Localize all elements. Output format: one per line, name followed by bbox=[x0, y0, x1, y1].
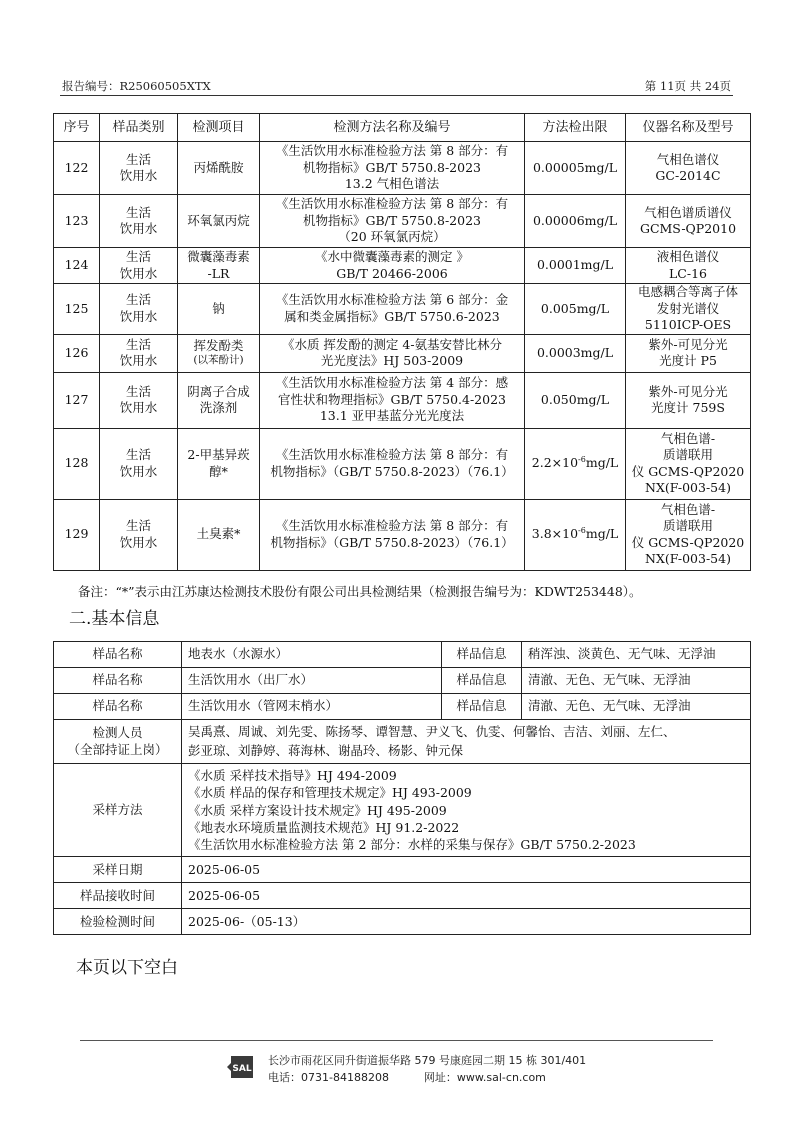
header-category: 样品类别 bbox=[100, 114, 178, 142]
limit-base: 2.2×10 bbox=[531, 455, 579, 471]
row-number: 128 bbox=[54, 428, 100, 499]
detection-limit: 0.00005mg/L bbox=[525, 142, 626, 195]
test-time-row bbox=[54, 909, 751, 935]
sample-row bbox=[54, 694, 751, 720]
test-row bbox=[54, 428, 751, 499]
sal-logo-icon bbox=[227, 1053, 257, 1081]
test-item: 阴离子合成 洗涤剂 bbox=[178, 372, 260, 428]
limit-exponent: -6 bbox=[578, 455, 586, 465]
sampling-method-item: 《生活饮用水标准检验方法 第 2 部分：水样的采集与保存》GB/T 5750.2-2023 bbox=[188, 837, 636, 852]
sample-category: 生活 饮用水 bbox=[100, 428, 178, 499]
test-time-label: 检验检测时间 bbox=[54, 909, 182, 935]
test-time-value: 2025-06-（05-13） bbox=[182, 909, 751, 935]
test-method: 《生活饮用水标准检验方法 第 8 部分：有 机物指标》（GB/T 5750.8-2023）（76.1） bbox=[260, 428, 525, 499]
row-number: 126 bbox=[54, 334, 100, 372]
sample-name-label: 样品名称 bbox=[54, 694, 182, 720]
test-method: 《生活饮用水标准检验方法 第 8 部分：有 机物指标》GB/T 5750.8-2023 （20 环氧氯丙烷） bbox=[260, 195, 525, 248]
detection-limit: 0.0001mg/L bbox=[525, 248, 626, 284]
sample-category: 生活 饮用水 bbox=[100, 334, 178, 372]
test-row bbox=[54, 142, 751, 195]
page-number: 第 11页 共 24页 bbox=[644, 79, 731, 93]
sample-info-label: 样品信息 bbox=[442, 694, 522, 720]
detection-limit: 0.050mg/L bbox=[525, 372, 626, 428]
sample-name-value: 地表水（水源水） bbox=[182, 642, 442, 668]
sample-category: 生活 饮用水 bbox=[100, 195, 178, 248]
sampling-method-list bbox=[182, 764, 751, 857]
blank-below-note: 本页以下空白 bbox=[76, 958, 178, 978]
instrument: 气相色谱- 质谱联用 仪 GCMS-QP2020 NX(F-003-54) bbox=[626, 428, 751, 499]
instrument: 气相色谱质谱仪 GCMS-QP2010 bbox=[626, 195, 751, 248]
test-method: 《水中微囊藻毒素的测定 》 GB/T 20466-2006 bbox=[260, 248, 525, 284]
detection-limit bbox=[525, 499, 626, 570]
detection-limit: 0.0003mg/L bbox=[525, 334, 626, 372]
footer-contact: 电话：0731-84188208 网址：www.sal-cn.com bbox=[268, 1071, 546, 1085]
test-item bbox=[178, 334, 260, 372]
detection-limit: 0.00006mg/L bbox=[525, 195, 626, 248]
sampling-method-item: 《水质 采样技术指导》HJ 494-2009 bbox=[188, 768, 397, 783]
remark-note: 备注：“*”表示由江苏康达检测技术股份有限公司出具检测结果（检测报告编号为：KDWT253448）。 bbox=[78, 584, 642, 599]
test-method: 《水质 挥发酚的测定 4-氨基安替比林分 光光度法》HJ 503-2009 bbox=[260, 334, 525, 372]
sampling-date-label: 采样日期 bbox=[54, 857, 182, 883]
sample-info-label: 样品信息 bbox=[442, 642, 522, 668]
instrument: 紫外-可见分光 光度计 759S bbox=[626, 372, 751, 428]
instrument: 液相色谱仪 LC-16 bbox=[626, 248, 751, 284]
test-item-note: (以苯酚计) bbox=[193, 354, 244, 367]
test-item: 环氧氯丙烷 bbox=[178, 195, 260, 248]
test-row bbox=[54, 284, 751, 335]
sample-category: 生活 饮用水 bbox=[100, 142, 178, 195]
test-item-name: 挥发酚类 bbox=[193, 337, 244, 353]
header-divider bbox=[60, 95, 733, 96]
page-footer bbox=[268, 1052, 586, 1086]
footer-divider bbox=[80, 1040, 713, 1041]
test-row bbox=[54, 372, 751, 428]
footer-address: 长沙市雨花区同升街道振华路 579 号康庭园二期 15 栋 301/401 bbox=[268, 1054, 587, 1067]
sample-name-value: 生活饮用水（管网末梢水） bbox=[182, 694, 442, 720]
page-header bbox=[62, 78, 731, 94]
row-number: 125 bbox=[54, 284, 100, 335]
sampling-date-value: 2025-06-05 bbox=[182, 857, 751, 883]
sample-name-label: 样品名称 bbox=[54, 642, 182, 668]
test-method: 《生活饮用水标准检验方法 第 8 部分：有 机物指标》（GB/T 5750.8-2023）（76.1） bbox=[260, 499, 525, 570]
sampling-method-item: 《水质 样品的保存和管理技术规定》HJ 493-2009 bbox=[188, 785, 472, 801]
test-method: 《生活饮用水标准检验方法 第 8 部分：有 机物指标》GB/T 5750.8-2023 13.2 气相色谱法 bbox=[260, 142, 525, 195]
instrument: 紫外-可见分光 光度计 P5 bbox=[626, 334, 751, 372]
detection-limit: 0.005mg/L bbox=[525, 284, 626, 335]
receipt-time-value: 2025-06-05 bbox=[182, 883, 751, 909]
row-number: 127 bbox=[54, 372, 100, 428]
test-row bbox=[54, 334, 751, 372]
test-method: 《生活饮用水标准检验方法 第 4 部分：感 官性状和物理指标》GB/T 5750.4-2023 13.1 亚甲基蓝分光光度法 bbox=[260, 372, 525, 428]
limit-exponent: -6 bbox=[578, 526, 586, 536]
sample-info-value: 清澈、无色、无气味、无浮油 bbox=[522, 668, 751, 694]
test-item: 2-甲基异莰 醇* bbox=[178, 428, 260, 499]
test-item: 钠 bbox=[178, 284, 260, 335]
sampling-method-row bbox=[54, 764, 751, 857]
sample-category: 生活 饮用水 bbox=[100, 248, 178, 284]
section-title: 二.基本信息 bbox=[69, 609, 160, 629]
sample-row bbox=[54, 668, 751, 694]
test-item: 丙烯酰胺 bbox=[178, 142, 260, 195]
row-number: 129 bbox=[54, 499, 100, 570]
test-item: 土臭素* bbox=[178, 499, 260, 570]
test-row bbox=[54, 248, 751, 284]
test-row bbox=[54, 195, 751, 248]
sample-info-value: 稍浑浊、淡黄色、无气味、无浮油 bbox=[522, 642, 751, 668]
header-item: 检测项目 bbox=[178, 114, 260, 142]
header-instrument: 仪器名称及型号 bbox=[626, 114, 751, 142]
sample-row bbox=[54, 642, 751, 668]
sampling-method-item: 《地表水环境质量监测技术规范》HJ 91.2-2022 bbox=[188, 819, 460, 835]
instrument: 电感耦合等离子体 发射光谱仪 5110ICP-OES bbox=[626, 284, 751, 335]
inspectors-row bbox=[54, 720, 751, 764]
sample-info-label: 样品信息 bbox=[442, 668, 522, 694]
limit-unit: mg/L bbox=[585, 455, 619, 471]
row-number: 124 bbox=[54, 248, 100, 284]
receipt-row bbox=[54, 883, 751, 909]
instrument: 气相色谱- 质谱联用 仪 GCMS-QP2020 NX(F-003-54) bbox=[626, 499, 751, 570]
sample-name-value: 生活饮用水（出厂水） bbox=[182, 668, 442, 694]
header-no: 序号 bbox=[54, 114, 100, 142]
sample-name-label: 样品名称 bbox=[54, 668, 182, 694]
header-limit: 方法检出限 bbox=[525, 114, 626, 142]
sampling-method-label: 采样方法 bbox=[54, 764, 182, 857]
test-row bbox=[54, 499, 751, 570]
sample-info-value: 清澈、无色、无气味、无浮油 bbox=[522, 694, 751, 720]
test-method-table bbox=[53, 113, 751, 571]
report-number: 报告编号：R25060505XTX bbox=[62, 79, 211, 93]
row-number: 123 bbox=[54, 195, 100, 248]
sampling-date-row bbox=[54, 857, 751, 883]
instrument: 气相色谱仪 GC-2014C bbox=[626, 142, 751, 195]
receipt-time-label: 样品接收时间 bbox=[54, 883, 182, 909]
header-method: 检测方法名称及编号 bbox=[260, 114, 525, 142]
detection-limit bbox=[525, 428, 626, 499]
test-item: 微囊藻毒素 -LR bbox=[178, 248, 260, 284]
limit-base: 3.8×10 bbox=[531, 526, 579, 542]
limit-unit: mg/L bbox=[585, 526, 619, 542]
inspectors-value: 吴禹熹、周诚、刘先雯、陈扬琴、谭智慧、尹义飞、仇雯、何馨怡、吉洁、刘丽、左仁、 彭亚琼、刘静婷、蒋海林、谢晶玲、杨影、钟元保 bbox=[182, 720, 751, 764]
sampling-method-item: 《水质 采样方案设计技术规定》HJ 495-2009 bbox=[188, 802, 447, 818]
sample-category: 生活 饮用水 bbox=[100, 284, 178, 335]
sample-category: 生活 饮用水 bbox=[100, 372, 178, 428]
table-header-row bbox=[54, 114, 751, 142]
inspectors-label: 检测人员 （全部持证上岗） bbox=[54, 720, 182, 764]
test-method: 《生活饮用水标准检验方法 第 6 部分：金 属和类金属指标》GB/T 5750.6-2023 bbox=[260, 284, 525, 335]
logo-text: SAL bbox=[232, 1064, 252, 1074]
row-number: 122 bbox=[54, 142, 100, 195]
sample-category: 生活 饮用水 bbox=[100, 499, 178, 570]
basic-info-table bbox=[53, 641, 751, 935]
